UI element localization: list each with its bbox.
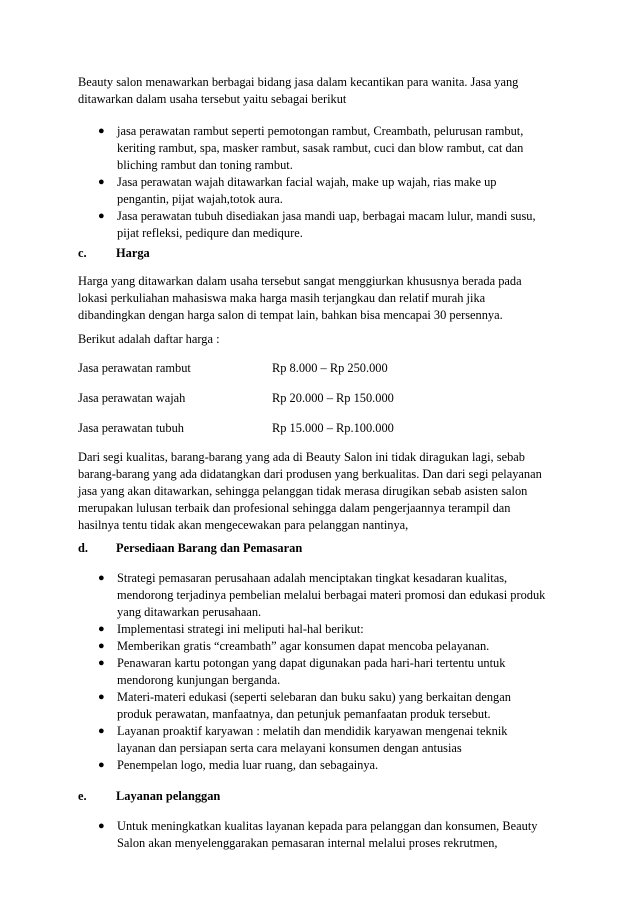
bullet-icon: ●	[98, 176, 105, 188]
bullet-icon: ●	[98, 125, 105, 137]
text-line: produk perawatan, manfaatnya, dan petunjuk pemanfaatan produk tersebut.	[117, 707, 491, 721]
list-item	[117, 174, 567, 208]
bullet-icon: ●	[98, 657, 105, 669]
text-line: pengantin, pijat wajah,totok aura.	[117, 192, 283, 206]
bullet-icon: ●	[98, 820, 105, 832]
price-intro: Berikut adalah daftar harga :	[78, 332, 220, 346]
text-line: ditawarkan dalam usaha tersebut yaitu sebagai berikut	[78, 92, 347, 106]
list-item: Memberikan gratis “creambath” agar konsumen dapat mencoba pelayanan.	[117, 639, 490, 653]
text-line: mendorong kunjungan berganda.	[117, 673, 281, 687]
list-item	[117, 123, 567, 174]
text-line: Salon akan menyelenggarakan pemasaran internal melalui proses rekrutmen,	[117, 836, 498, 850]
section-heading-persediaan	[78, 540, 302, 557]
bullet-icon: ●	[98, 210, 105, 222]
text-line: dibandingkan dengan harga salon di tempat lain, bahkan bisa mencapai 30 persennya.	[78, 308, 503, 322]
price-name: Jasa perawatan wajah	[78, 391, 186, 405]
section-heading-harga	[78, 245, 150, 262]
text-line: lokasi perkuliahan mahasiswa maka harga masih terjangkau dan relatif murah jika	[78, 291, 486, 305]
section-letter: d.	[78, 541, 88, 555]
text-line: yang ditawarkan perusahaan.	[117, 605, 262, 619]
section-title: Layanan pelanggan	[116, 789, 221, 803]
text-line: Beauty salon menawarkan berbagai bidang jasa dalam kecantikan para wanita. Jasa yang	[78, 75, 519, 89]
price-name: Jasa perawatan tubuh	[78, 421, 184, 435]
list-item	[117, 689, 567, 723]
section-letter: c.	[78, 246, 87, 260]
list-item	[117, 723, 567, 757]
list-item: Penempelan logo, media luar ruang, dan sebagainya.	[117, 758, 379, 772]
text-line: hasilnya tentu tidak akan mengecewakan para pelanggan nantinya,	[78, 518, 409, 532]
bullet-icon: ●	[98, 623, 105, 635]
price-value: Rp 20.000 – Rp 150.000	[272, 391, 394, 405]
bullet-icon: ●	[98, 691, 105, 703]
text-line: Layanan proaktif karyawan : melatih dan mendidik karyawan mengenai teknik	[117, 724, 508, 738]
text-line: Penawaran kartu potongan yang dapat digunakan pada hari-hari tertentu untuk	[117, 656, 506, 670]
list-item: Implementasi strategi ini meliputi hal-hal berikut:	[117, 622, 364, 636]
bullet-icon: ●	[98, 572, 105, 584]
text-line: Harga yang ditawarkan dalam usaha tersebut sangat menggiurkan khususnya berada pada	[78, 274, 522, 288]
text-line: bliching rambut dan toning rambut.	[117, 158, 293, 172]
list-item	[117, 208, 567, 242]
bullet-icon: ●	[98, 725, 105, 737]
text-line: Jasa perawatan wajah ditawarkan facial wajah, make up wajah, rias make up	[117, 175, 497, 189]
section-title: Persediaan Barang dan Pemasaran	[116, 541, 303, 555]
text-line: barang-barang yang ada didatangkan dari produsen yang berkualitas. Dan dari segi pelayanan	[78, 467, 542, 481]
list-item	[117, 570, 567, 621]
price-name: Jasa perawatan rambut	[78, 361, 191, 375]
section-heading-layanan	[78, 788, 220, 805]
bullet-icon: ●	[98, 759, 105, 771]
text-line: mendorong terjadinya pembelian melalui berbagai materi promosi dan edukasi produk	[117, 588, 546, 602]
text-line: jasa perawatan rambut seperti pemotongan rambut, Creambath, pelurusan rambut,	[117, 124, 524, 138]
list-item	[117, 655, 567, 689]
quality-paragraph	[78, 449, 562, 534]
text-line: Dari segi kualitas, barang-barang yang ada di Beauty Salon ini tidak diragukan lagi, sebab	[78, 450, 525, 464]
harga-paragraph	[78, 273, 562, 324]
text-line: Jasa perawatan tubuh disediakan jasa mandi uap, berbagai macam lulur, mandi susu,	[117, 209, 536, 223]
text-line: merupakan lulusan terbaik dan profesional sehingga dalam pengerjaannya terampil dan	[78, 501, 511, 515]
text-line: jasa yang akan ditawarkan, sehingga pelanggan tidak merasa dirugikan sebab asisten salon	[78, 484, 528, 498]
price-value: Rp 8.000 – Rp 250.000	[272, 361, 388, 375]
text-line: keriting rambut, spa, masker rambut, sasak rambut, cuci dan blow rambut, cat dan	[117, 141, 524, 155]
text-line: Strategi pemasaran perusahaan adalah menciptakan tingkat kesadaran kualitas,	[117, 571, 508, 585]
text-line: Untuk meningkatkan kualitas layanan kepada para pelanggan dan konsumen, Beauty	[117, 819, 538, 833]
text-line: layanan dan persiapan serta cara melayani konsumen dengan antusias	[117, 741, 462, 755]
intro-paragraph	[78, 74, 562, 108]
text-line: pijat refleksi, pediqure dan mediqure.	[117, 226, 303, 240]
text-line: Materi-materi edukasi (seperti selebaran dan buku saku) yang berkaitan dengan	[117, 690, 511, 704]
section-letter: e.	[78, 789, 87, 803]
list-item	[117, 818, 567, 852]
section-title: Harga	[116, 246, 150, 260]
bullet-icon: ●	[98, 640, 105, 652]
price-value: Rp 15.000 – Rp.100.000	[272, 421, 394, 435]
